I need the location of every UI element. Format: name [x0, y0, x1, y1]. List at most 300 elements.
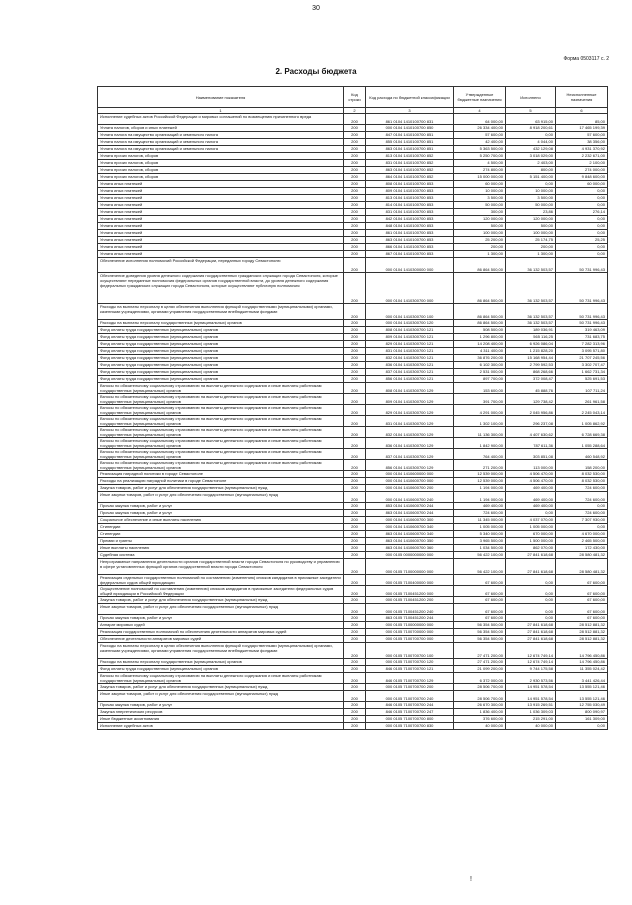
cell-executed: 469 400,00 [506, 503, 556, 510]
cell-line-code: 200 [344, 427, 366, 438]
table-row [98, 153, 608, 160]
cell-unexecuted: 28 580 481,32 [556, 552, 608, 559]
cell-indicator-name: Уплата налога на имущество организаций и земельного налога [98, 139, 344, 146]
column-number: 1 [98, 108, 344, 114]
table-row [98, 510, 608, 517]
cell-indicator-name: Иные закупки товаров, работ и услуг для обеспечения государственных (муниципальных) нужд [98, 492, 344, 503]
cell-line-code: 200 [344, 517, 366, 524]
table-row [98, 716, 608, 723]
table-row [98, 327, 608, 334]
cell-indicator-name: Уплата иных платежей [98, 251, 344, 258]
cell-approved: 1 302 100,00 [454, 416, 506, 427]
cell-line-code: 200 [344, 438, 366, 449]
cell-executed: 14 951 578,54 [506, 684, 556, 691]
cell-line-code: 200 [344, 673, 366, 684]
cell-kbk-code: 808 0104 1410300700 129 [366, 383, 454, 394]
cell-unexecuted: 161 309,00 [556, 716, 608, 723]
cell-indicator-name: Уплата прочих налогов, сборов [98, 174, 344, 181]
cell-indicator-name: Обеспечение доведения уровня денежного содержания государственных гражданских служащих города Севастополя, которые осуществляют переданные полномочия федеральных органов государственной власти, до уровня денежного содержания федеральных гражданских служащих города Севастополя, которые осуществляют публичную полномочия [98, 273, 344, 304]
table-row [98, 552, 608, 559]
cell-line-code: 200 [344, 471, 366, 478]
cell-executed: 27 841 618,68 [506, 636, 556, 643]
cell-unexecuted: 1 005 862,92 [556, 416, 608, 427]
table-row [98, 188, 608, 195]
cell-approved: 28 506 700,00 [454, 691, 506, 702]
cell-line-code: 200 [344, 684, 366, 691]
table-header-row [98, 87, 608, 108]
cell-indicator-name: Судебная система [98, 552, 344, 559]
cell-unexecuted: 50 731 996,43 [556, 258, 608, 273]
cell-line-code: 200 [344, 545, 366, 552]
cell-unexecuted: 1 662 731,34 [556, 369, 608, 376]
cell-executed: 2 045 956,86 [506, 405, 556, 416]
header-kbk-code: Код расхода по бюджетной классификации [366, 87, 454, 108]
cell-executed: 215 291,00 [506, 716, 556, 723]
cell-line-code: 200 [344, 195, 366, 202]
table-row [98, 174, 608, 181]
table-row [98, 181, 608, 188]
cell-kbk-code: 846 0105 7100700700 244 [366, 702, 454, 709]
cell-unexecuted: 274 000,00 [556, 167, 608, 174]
table-row [98, 478, 608, 485]
cell-approved: 5 250 700,00 [454, 153, 506, 160]
cell-kbk-code: 855 0104 1410100700 851 [366, 139, 454, 146]
table-row [98, 615, 608, 622]
cell-approved: 42 400,00 [454, 139, 506, 146]
table-row [98, 545, 608, 552]
cell-line-code: 200 [344, 604, 366, 615]
table-row [98, 394, 608, 405]
cell-kbk-code: 000 0105 7100000000 000 [366, 559, 454, 575]
cell-approved: 376 600,00 [454, 716, 506, 723]
cell-unexecuted: 11 355 024,42 [556, 666, 608, 673]
cell-executed: 36 132 503,57 [506, 258, 556, 273]
cell-approved: 60 000,00 [454, 181, 506, 188]
cell-line-code: 200 [344, 449, 366, 460]
cell-approved: 469 400,00 [454, 503, 506, 510]
cell-executed: 129 738,42 [506, 394, 556, 405]
cell-line-code: 200 [344, 702, 366, 709]
cell-kbk-code: 846 0105 7100700700 129 [366, 673, 454, 684]
cell-unexecuted: 0,00 [556, 216, 608, 223]
table-row [98, 597, 608, 604]
cell-kbk-code: 863 0104 1410600700 244 [366, 510, 454, 517]
cell-approved: 86 864 500,00 [454, 304, 506, 320]
cell-unexecuted: 67 600,00 [556, 604, 608, 615]
table-row [98, 559, 608, 575]
table-row [98, 139, 608, 146]
table-row [98, 114, 608, 125]
table-row [98, 348, 608, 355]
cell-indicator-name: Иные бюджетные ассигнования [98, 716, 344, 723]
cell-unexecuted: 172 430,00 [556, 545, 608, 552]
cell-unexecuted: 724 600,00 [556, 492, 608, 503]
table-row [98, 503, 608, 510]
cell-approved: 86 864 500,00 [454, 320, 506, 327]
table-row [98, 622, 608, 629]
cell-executed: 27 841 618,68 [506, 552, 556, 559]
cell-executed: 469 400,00 [506, 485, 556, 492]
cell-unexecuted: 731 683,75 [556, 334, 608, 341]
cell-line-code: 200 [344, 167, 366, 174]
cell-executed: 200,00 [506, 244, 556, 251]
table-row [98, 251, 608, 258]
cell-unexecuted: 28 512 881,32 [556, 636, 608, 643]
cell-kbk-code: 864 0104 1410100700 852 [366, 174, 454, 181]
cell-kbk-code: 000 0105 7100400000 000 [366, 575, 454, 586]
cell-line-code: 200 [344, 485, 366, 492]
cell-indicator-name: Реализация отдельных государственных полномочий по составлению (изменению) списков кандидатов в присяжные заседатели федеральных судов общей юрисдикции [98, 575, 344, 586]
cell-indicator-name: Уплата иных платежей [98, 181, 344, 188]
table-row [98, 223, 608, 230]
cell-kbk-code: 831 0104 1410100700 852 [366, 160, 454, 167]
cell-line-code: 200 [344, 559, 366, 575]
cell-indicator-name: Премии и гранты [98, 538, 344, 545]
cell-approved: 5 363 500,00 [454, 146, 506, 153]
cell-executed: 23,86 [506, 209, 556, 216]
cell-indicator-name: Уплата иных платежей [98, 209, 344, 216]
table-row [98, 369, 608, 376]
cell-line-code: 200 [344, 492, 366, 503]
cell-executed: 670 000,00 [506, 531, 556, 538]
cell-unexecuted: 38 356,00 [556, 139, 608, 146]
cell-unexecuted: 0,00 [556, 723, 608, 730]
cell-executed: 36 132 503,57 [506, 320, 556, 327]
cell-indicator-name: Фонд оплаты труда государственных (муниципальных) органов [98, 362, 344, 369]
cell-unexecuted: 2 465 500,00 [556, 538, 608, 545]
cell-executed: 14 951 578,54 [506, 691, 556, 702]
cell-line-code: 200 [344, 524, 366, 531]
table-row [98, 460, 608, 471]
cell-executed: 4 506 470,00 [506, 478, 556, 485]
cell-unexecuted: 724 600,00 [556, 510, 608, 517]
table-row [98, 416, 608, 427]
cell-unexecuted: 85,00 [556, 114, 608, 125]
cell-kbk-code: 832 0104 1410300700 129 [366, 427, 454, 438]
table-row [98, 684, 608, 691]
cell-approved: 86 864 500,00 [454, 273, 506, 304]
table-row [98, 304, 608, 320]
cell-line-code: 200 [344, 643, 366, 659]
cell-approved: 67 600,00 [454, 615, 506, 622]
cell-kbk-code: 853 0104 1410600700 244 [366, 503, 454, 510]
cell-kbk-code: 808 0104 1410300700 121 [366, 327, 454, 334]
cell-indicator-name: Иные выплаты населению [98, 545, 344, 552]
cell-unexecuted: 7 282 313,96 [556, 341, 608, 348]
cell-indicator-name: Закупка товаров, работ и услуг для обеспечения государственных (муниципальных) нужд [98, 597, 344, 604]
cell-approved: 12 539 000,00 [454, 471, 506, 478]
cell-kbk-code: 813 0104 1410100700 853 [366, 195, 454, 202]
cell-approved: 3 965 500,00 [454, 538, 506, 545]
cell-kbk-code: 861 0104 1410100700 831 [366, 114, 454, 125]
cell-approved: 56 354 500,00 [454, 636, 506, 643]
cell-line-code: 200 [344, 139, 366, 146]
cell-line-code: 200 [344, 460, 366, 471]
cell-indicator-name: Исполнение судебных актов Российской Федерации и мировых соглашений по возмещению причиненного вреда [98, 114, 344, 125]
table-row [98, 405, 608, 416]
cell-indicator-name: Взносы по обязательному социальному страхованию на выплаты денежного содержания и иные выплаты работникам государственных (муниципальных) органов [98, 673, 344, 684]
cell-approved: 56 354 500,00 [454, 622, 506, 629]
cell-executed: 27 841 618,68 [506, 559, 556, 575]
cell-unexecuted: 21 707 245,56 [556, 355, 608, 362]
cell-unexecuted: 8 032 530,00 [556, 478, 608, 485]
cell-executed: 1 036 309,03 [506, 709, 556, 716]
cell-kbk-code: 831 0104 1410300700 121 [366, 348, 454, 355]
cell-approved: 27 471 200,00 [454, 643, 506, 659]
cell-line-code: 200 [344, 394, 366, 405]
cell-line-code: 200 [344, 223, 366, 230]
cell-indicator-name: Взносы по обязательному социальному страхованию на выплаты денежного содержания и иные выплаты работникам государственных (муниципальных) органов [98, 449, 344, 460]
column-number: 5 [506, 108, 556, 114]
cell-indicator-name: Аппарат мировых судей [98, 622, 344, 629]
cell-approved: 11 136 300,00 [454, 427, 506, 438]
cell-kbk-code: 856 0104 1410300700 129 [366, 460, 454, 471]
table-row [98, 492, 608, 503]
cell-line-code: 200 [344, 132, 366, 139]
cell-kbk-code: 000 0105 7100451200 240 [366, 604, 454, 615]
cell-line-code: 200 [344, 405, 366, 416]
cell-executed: 12 674 749,14 [506, 659, 556, 666]
cell-approved: 153 600,00 [454, 383, 506, 394]
cell-executed: 800,00 [506, 167, 556, 174]
cell-unexecuted: 3 095 571,80 [556, 348, 608, 355]
cell-indicator-name: Уплата иных платежей [98, 195, 344, 202]
cell-executed: 27 841 618,68 [506, 629, 556, 636]
section-title: 2. Расходы бюджета [275, 67, 357, 76]
cell-unexecuted: 3 441 426,44 [556, 673, 608, 684]
cell-kbk-code: 832 0104 1410300700 121 [366, 355, 454, 362]
table-row [98, 146, 608, 153]
cell-unexecuted: 50 731 996,43 [556, 273, 608, 304]
cell-unexecuted: 50 731 996,43 [556, 304, 608, 320]
cell-indicator-name: Фонд оплаты труда государственных (муниципальных) органов [98, 376, 344, 383]
table-row [98, 209, 608, 216]
cell-indicator-name: Уплата иных платежей [98, 188, 344, 195]
cell-line-code: 200 [344, 146, 366, 153]
cell-kbk-code: 837 0104 1410300700 121 [366, 369, 454, 376]
cell-unexecuted: 17 465 199,39 [556, 125, 608, 132]
cell-kbk-code: 836 0104 1410300700 129 [366, 438, 454, 449]
table-row [98, 702, 608, 709]
cell-approved: 1 842 900,00 [454, 438, 506, 449]
cell-approved: 6 102 300,00 [454, 362, 506, 369]
cell-kbk-code: 000 0105 7100700700 000 [366, 636, 454, 643]
table-row [98, 376, 608, 383]
cell-executed: 27 841 618,68 [506, 622, 556, 629]
cell-executed: 296 237,08 [506, 416, 556, 427]
table-row [98, 629, 608, 636]
cell-line-code: 200 [344, 666, 366, 673]
cell-executed: 8 918 200,61 [506, 125, 556, 132]
cell-unexecuted: 67 600,00 [556, 597, 608, 604]
cell-unexecuted: 0,00 [556, 188, 608, 195]
cell-indicator-name: Расходы на выплаты персоналу в целях обеспечения выполнения функций государственными (муниципальными) органами, казенными учреждениями, органами управления государственными внебюджетными фондами [98, 304, 344, 320]
page-number: 30 [312, 5, 320, 12]
cell-unexecuted: 57 600,00 [556, 132, 608, 139]
cell-indicator-name: Фонд оплаты труда государственных (муниципальных) органов [98, 341, 344, 348]
cell-kbk-code: 000 0104 1410300700 100 [366, 304, 454, 320]
table-row [98, 244, 608, 251]
cell-line-code: 200 [344, 622, 366, 629]
cell-approved: 36 876 200,00 [454, 355, 506, 362]
table-row [98, 538, 608, 545]
cell-approved: 391 700,00 [454, 394, 506, 405]
cell-unexecuted: 14 796 450,86 [556, 643, 608, 659]
table-row [98, 575, 608, 586]
cell-line-code: 200 [344, 153, 366, 160]
cell-approved: 10 000,00 [454, 188, 506, 195]
cell-kbk-code: 863 0104 1410600700 360 [366, 545, 454, 552]
cell-unexecuted: 460 548,92 [556, 449, 608, 460]
table-row [98, 531, 608, 538]
cell-unexecuted: 4 670 000,00 [556, 531, 608, 538]
cell-indicator-name: Взносы по обязательному социальному страхованию на выплаты денежного содержания и иные выплаты работникам государственных (муниципальных) органов [98, 438, 344, 449]
cell-kbk-code: 000 0104 1410100700 850 [366, 125, 454, 132]
cell-indicator-name: Фонд оплаты труда государственных (муниципальных) органов [98, 334, 344, 341]
cell-kbk-code: 846 0105 7100700700 121 [366, 666, 454, 673]
cell-kbk-code: 000 0104 1410600700 300 [366, 517, 454, 524]
cell-kbk-code: 863 0104 1410100700 853 [366, 237, 454, 244]
cell-indicator-name: Прочая закупка товаров, работ и услуг [98, 702, 344, 709]
table-row [98, 334, 608, 341]
column-number: 4 [454, 108, 506, 114]
cell-line-code: 200 [344, 251, 366, 258]
cell-approved: 1 836 400,00 [454, 709, 506, 716]
cell-line-code: 200 [344, 383, 366, 394]
cell-executed: 189 036,91 [506, 327, 556, 334]
cell-kbk-code: 866 0104 1410100700 853 [366, 244, 454, 251]
cell-executed: 500,00 [506, 223, 556, 230]
cell-line-code: 200 [344, 320, 366, 327]
cell-executed: 9 744 175,58 [506, 666, 556, 673]
column-number: 2 [344, 108, 366, 114]
table-row [98, 320, 608, 327]
cell-executed: 1 300,00 [506, 251, 556, 258]
cell-approved: 56 422 100,00 [454, 552, 506, 559]
cell-approved: 1 296 800,00 [454, 334, 506, 341]
cell-indicator-name: Уплата иных платежей [98, 237, 344, 244]
cell-unexecuted: 50 731 996,43 [556, 320, 608, 327]
table-row [98, 691, 608, 702]
cell-indicator-name: Реализация наградной политики в городе Севастополе [98, 471, 344, 478]
cell-kbk-code: 809 0104 1410300700 121 [366, 334, 454, 341]
cell-executed: 113 000,00 [506, 460, 556, 471]
cell-indicator-name: Осуществление полномочий по составлению (изменению) списков кандидатов в присяжные заседатели федеральных судов общей юрисдикции в Российской Федерации [98, 586, 344, 597]
cell-kbk-code: 863 0104 1410600700 340 [366, 531, 454, 538]
cell-executed: 0,00 [506, 575, 556, 586]
cell-approved: 64 000,00 [454, 114, 506, 125]
table-row [98, 160, 608, 167]
cell-kbk-code: 814 0104 1410100700 853 [366, 202, 454, 209]
cell-line-code: 200 [344, 691, 366, 702]
cell-indicator-name: Иные закупки товаров, работ и услуг для обеспечения государственных (муниципальных) нужд [98, 604, 344, 615]
cell-kbk-code: 861 0104 1410100700 853 [366, 230, 454, 237]
cell-indicator-name: Взносы по обязательному социальному страхованию на выплаты денежного содержания и иные выплаты работникам государственных (муниципальных) органов [98, 405, 344, 416]
cell-unexecuted: 319 463,09 [556, 327, 608, 334]
cell-unexecuted: 0,00 [556, 202, 608, 209]
cell-executed: 100 000,00 [506, 230, 556, 237]
cell-unexecuted: 7 307 930,00 [556, 517, 608, 524]
cell-unexecuted: 28 580 481,32 [556, 559, 608, 575]
cell-approved: 86 864 500,00 [454, 258, 506, 273]
cell-kbk-code: 863 0105 7100451200 244 [366, 615, 454, 622]
cell-indicator-name: Уплата прочих налогов, сборов [98, 167, 344, 174]
cell-executed: 12 674 749,14 [506, 643, 556, 659]
cell-executed: 0,00 [506, 132, 556, 139]
cell-line-code: 200 [344, 575, 366, 586]
cell-approved: 2 531 000,00 [454, 369, 506, 376]
cell-executed: 6 926 086,04 [506, 341, 556, 348]
cell-indicator-name: Иные закупки товаров, работ и услуг для обеспечения государственных (муниципальных) нужд [98, 691, 344, 702]
cell-line-code: 200 [344, 709, 366, 716]
cell-kbk-code: 829 0104 1410300700 121 [366, 341, 454, 348]
cell-line-code: 200 [344, 348, 366, 355]
cell-line-code: 200 [344, 510, 366, 517]
cell-approved: 1 034 500,00 [454, 545, 506, 552]
cell-kbk-code: 000 0104 1410300700 000 [366, 273, 454, 304]
cell-kbk-code: 837 0104 1410300700 129 [366, 449, 454, 460]
cell-line-code: 200 [344, 355, 366, 362]
cell-approved: 764 400,00 [454, 449, 506, 460]
cell-approved: 120 000,00 [454, 216, 506, 223]
table-row [98, 195, 608, 202]
cell-approved: 897 700,00 [454, 376, 506, 383]
cell-approved: 14 208 400,00 [454, 341, 506, 348]
cell-line-code: 200 [344, 334, 366, 341]
cell-approved: 28 506 700,00 [454, 684, 506, 691]
cell-unexecuted: 0,00 [556, 251, 608, 258]
table-row [98, 273, 608, 304]
cell-approved: 1 300,00 [454, 251, 506, 258]
cell-indicator-name: Фонд оплаты труда государственных (муниципальных) органов [98, 369, 344, 376]
cell-unexecuted: 4 931 370,92 [556, 146, 608, 153]
cell-executed: 4 044,00 [506, 139, 556, 146]
cell-executed: 0,00 [506, 597, 556, 604]
table-row [98, 524, 608, 531]
table-row [98, 586, 608, 597]
cell-line-code: 200 [344, 327, 366, 334]
cell-indicator-name: Реализация государственных полномочий по обеспечению деятельности аппаратов мировых судей [98, 629, 344, 636]
cell-unexecuted: 6 728 669,38 [556, 427, 608, 438]
cell-line-code: 200 [344, 160, 366, 167]
cell-indicator-name: Обеспечение деятельности аппаратов мировых судей [98, 636, 344, 643]
cell-unexecuted: 25,25 [556, 237, 608, 244]
table-row [98, 643, 608, 659]
cell-executed: 1 500 000,00 [506, 538, 556, 545]
cell-indicator-name: Уплата налогов, сборов и иных платежей [98, 125, 344, 132]
cell-approved: 15 000 000,00 [454, 174, 506, 181]
cell-kbk-code: 000 0104 1410300000 000 [366, 258, 454, 273]
cell-executed: 0,00 [506, 615, 556, 622]
cell-executed: 469 400,00 [506, 492, 556, 503]
cell-kbk-code: 000 0105 0000000000 000 [366, 552, 454, 559]
cell-approved: 57 600,00 [454, 132, 506, 139]
cell-unexecuted: 67 600,00 [556, 615, 608, 622]
header-indicator-name: Наименование показателя [98, 87, 344, 108]
cell-approved: 27 471 200,00 [454, 659, 506, 666]
table-row [98, 517, 608, 524]
column-number: 6 [556, 108, 608, 114]
cell-executed: 13 915 269,51 [506, 702, 556, 709]
cell-executed: 5 151 400,00 [506, 174, 556, 181]
cell-unexecuted: 28 512 881,32 [556, 622, 608, 629]
cell-executed: 0,00 [506, 510, 556, 517]
cell-indicator-name: Уплата налога на имущество организаций и земельного налога [98, 146, 344, 153]
table-row [98, 362, 608, 369]
cell-unexecuted: 13 555 121,46 [556, 691, 608, 702]
cell-executed: 50 000,00 [506, 202, 556, 209]
cell-unexecuted: 2 100,00 [556, 160, 608, 167]
